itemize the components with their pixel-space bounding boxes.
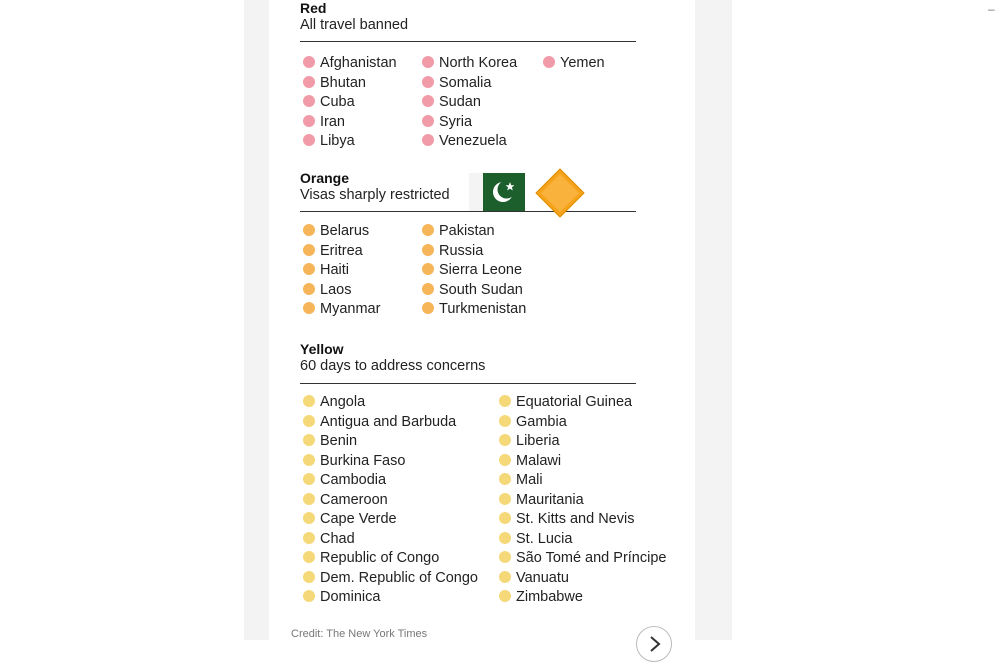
yellow-dot-icon [499,395,511,407]
country-item [303,241,363,261]
section-divider-red [300,41,636,42]
country-name: Cambodia [320,472,387,488]
orange-dot-icon [303,224,315,236]
country-item [303,131,355,151]
yellow-dot-icon [499,493,511,505]
country-item [303,490,388,510]
country-item [303,392,365,412]
country-item [303,568,478,588]
country-item [499,412,567,432]
country-name: Turkmenistan [439,301,527,317]
country-name: Myanmar [320,301,381,317]
country-name: Mali [516,472,543,488]
play-arrow-icon [648,635,662,653]
country-name: Liberia [516,433,560,449]
orange-dot-icon [422,244,434,256]
country-name: Pakistan [439,223,495,239]
country-item [499,529,572,549]
red-dot-icon [303,115,315,127]
share-button[interactable] [636,626,672,662]
yellow-dot-icon [303,493,315,505]
yellow-dot-icon [499,454,511,466]
country-name: Syria [439,114,473,130]
country-item [303,470,386,490]
country-item [303,451,405,471]
country-item [422,131,507,151]
country-name: Eritrea [320,243,363,259]
country-name: Dominica [320,589,381,605]
country-item [303,509,397,529]
country-item [422,299,526,319]
country-item [499,392,632,412]
pakistan-flag-icon [469,173,525,211]
yellow-dot-icon [303,454,315,466]
section-subtitle-orange: Visas sharply restricted [300,187,450,203]
country-name: St. Kitts and Nevis [516,511,635,527]
country-name: Yemen [560,55,605,71]
yellow-dot-icon [303,434,315,446]
yellow-dot-icon [499,512,511,524]
country-item [303,53,397,73]
yellow-dot-icon [303,395,315,407]
country-item [422,280,523,300]
country-item [303,221,369,241]
country-name: Vanuatu [516,570,569,586]
country-item [303,280,351,300]
country-item [422,53,517,73]
country-name: Zimbabwe [516,589,583,605]
country-name: Mauritania [516,492,584,508]
section-title-red: Red [300,0,327,16]
country-item [303,412,456,432]
country-item [303,431,357,451]
country-item [499,431,560,451]
section-divider-yellow [300,383,636,384]
country-name: Belarus [320,223,370,239]
country-item [303,548,439,568]
page-gutter-right [695,0,732,640]
country-name: South Sudan [439,282,523,298]
country-name: Somalia [439,75,492,91]
country-item [303,73,366,93]
country-item [422,92,481,112]
red-dot-icon [303,76,315,88]
country-name: Laos [320,282,352,298]
country-item [543,53,605,73]
credit-text: Credit: The New York Times [291,628,428,640]
orange-dot-icon [303,244,315,256]
country-name: Benin [320,433,358,449]
corner-mark: – [988,2,995,16]
section-subtitle-red: All travel banned [300,17,409,33]
yellow-dot-icon [499,551,511,563]
country-name: Russia [439,243,484,259]
red-dot-icon [303,56,315,68]
orange-dot-icon [422,263,434,275]
country-name: Republic of Congo [320,550,440,566]
country-name: Haiti [320,262,350,278]
country-name: Venezuela [439,133,507,149]
yellow-dot-icon [499,434,511,446]
section-subtitle-yellow: 60 days to address concerns [300,358,486,374]
red-dot-icon [422,95,434,107]
country-item [303,587,380,607]
country-item [422,73,491,93]
country-name: Bhutan [320,75,366,91]
country-item [499,568,569,588]
yellow-dot-icon [303,571,315,583]
country-item [499,451,561,471]
red-dot-icon [543,56,555,68]
country-name: Gambia [516,414,567,430]
country-item [499,548,666,568]
country-item [303,299,380,319]
yellow-dot-icon [303,532,315,544]
country-item [499,470,543,490]
country-name: Dem. Republic of Congo [320,570,478,586]
country-name: Antigua and Barbuda [320,414,457,430]
country-name: Cuba [320,94,355,110]
section-divider-orange [300,211,636,212]
red-dot-icon [303,134,315,146]
country-name: Afghanistan [320,55,397,71]
yellow-dot-icon [499,415,511,427]
country-item [422,241,483,261]
orange-dot-icon [303,283,315,295]
yellow-dot-icon [499,473,511,485]
yellow-dot-icon [499,571,511,583]
red-dot-icon [422,56,434,68]
country-name: Cape Verde [320,511,397,527]
orange-dot-icon [422,224,434,236]
country-name: São Tomé and Príncipe [516,550,667,566]
country-name: Libya [320,133,355,149]
yellow-dot-icon [303,512,315,524]
section-title-orange: Orange [300,170,350,186]
country-name: North Korea [439,55,518,71]
orange-dot-icon [303,302,315,314]
country-name: St. Lucia [516,531,573,547]
red-dot-icon [422,115,434,127]
country-name: Angola [320,394,366,410]
page-gutter-left [244,0,269,640]
yellow-dot-icon [303,551,315,563]
country-item [303,112,345,132]
country-item [499,509,634,529]
country-item [303,529,355,549]
red-dot-icon [303,95,315,107]
yellow-dot-icon [303,473,315,485]
section-title-yellow: Yellow [300,341,344,357]
orange-dot-icon [422,283,434,295]
country-name: Sierra Leone [439,262,523,278]
country-name: Sudan [439,94,481,110]
country-item [303,260,349,280]
country-name: Iran [320,114,345,130]
orange-dot-icon [422,302,434,314]
country-name: Malawi [516,453,562,469]
yellow-dot-icon [303,590,315,602]
country-item [422,221,495,241]
orange-diamond-icon [535,168,585,218]
country-name: Cameroon [320,492,388,508]
country-item [422,112,472,132]
orange-dot-icon [303,263,315,275]
country-item [499,587,583,607]
country-name: Burkina Faso [320,453,406,469]
yellow-dot-icon [303,415,315,427]
yellow-dot-icon [499,532,511,544]
country-item [499,490,584,510]
country-item [422,260,522,280]
country-item [303,92,355,112]
country-name: Chad [320,531,355,547]
country-name: Equatorial Guinea [516,394,633,410]
yellow-dot-icon [499,590,511,602]
red-dot-icon [422,134,434,146]
red-dot-icon [422,76,434,88]
